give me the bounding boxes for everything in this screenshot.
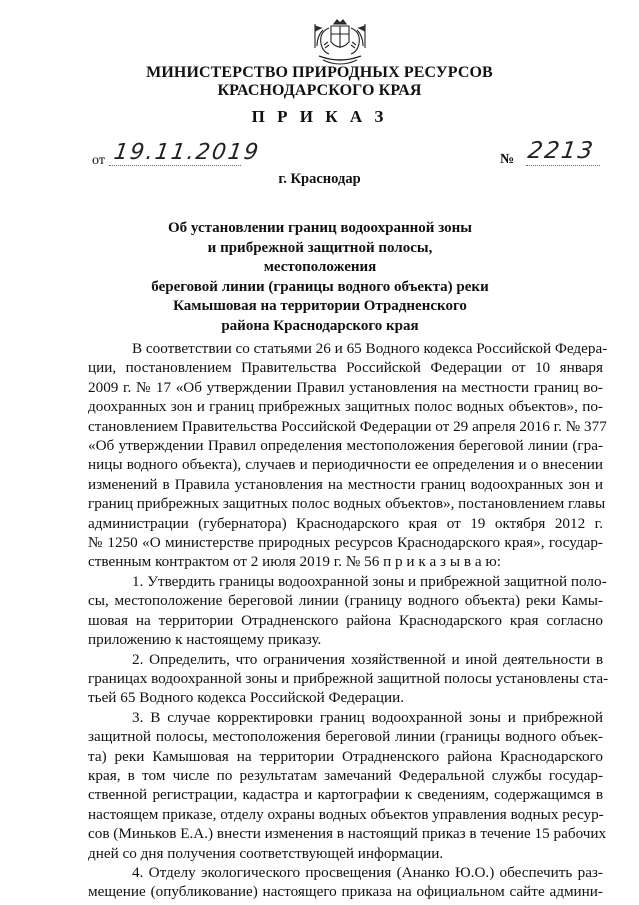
body-line: 3. В случае корректировки границ водоохранной зоны и прибрежной — [132, 708, 603, 726]
body-line: администрации (губернатора) Краснодарского края от 19 октября 2012 г. — [88, 514, 603, 532]
body-line: 2009 г. № 17 «Об утверждении Правил установления на местности границ во- — [88, 378, 603, 396]
body-line: изменений в Правила установления на местности границ водоохранных зон и — [88, 475, 603, 493]
body-line: сы, местоположение береговой линии (границу водного объекта) реки Камы- — [88, 592, 603, 610]
number-underline — [526, 165, 600, 166]
body-line: «Об утверждении Правил определения местоположения береговой линии (гра- — [88, 437, 603, 455]
ministry-line-1: МИНИСТЕРСТВО ПРИРОДНЫХ РЕСУРСОВ — [146, 64, 493, 81]
subject-line: береговой линии (границы водного объекта) реки — [151, 278, 489, 295]
body-line: границ прибрежных защитных полос водных объектов», постановлением главы — [88, 495, 606, 513]
body-line: 4. Отделу экологического просвещения (Ананко Ю.О.) обеспечить раз- — [132, 863, 603, 881]
body-line: настоящем приказе, отделу охраны водных объектов управления водных ресур- — [88, 805, 604, 823]
city-label: г. Краснодар — [278, 171, 361, 187]
body-line: становлением Правительства Российской Федерации от 29 апреля 2016 г. № 377 — [88, 417, 607, 435]
body-line: ницы водного объекта), случаев и периодичности ее определения и о внесении — [88, 456, 603, 474]
subject-line: Об установлении границ водоохранной зоны — [167, 220, 472, 236]
body-line: края, в том числе по результатам замечаний Федеральной службы государ- — [88, 766, 603, 784]
body-line: ственной регистрации, кадастра и картографии к сведениям, содержащимся в — [88, 786, 603, 804]
subject-line: Камышовая на территории Отрадненского — [173, 298, 467, 314]
subject-line: и прибрежной защитной полосы, местоположения — [207, 239, 433, 275]
body-line: шовая на территории Отрадненского района Краснодарского края согласно — [88, 611, 603, 629]
body-line: ции, постановлением Правительства Российской Федерации от 10 января — [88, 359, 603, 377]
handwritten-date: 19.11.2019 — [112, 140, 262, 165]
ministry-name — [0, 64, 639, 100]
order-body — [88, 339, 609, 902]
body-line: защитной полосы, местоположения береговой линии (границы водного объек- — [88, 728, 603, 746]
body-line: В соответствии со статьями 26 и 65 Водного кодекса Российской Федера- — [132, 340, 608, 357]
body-line: дней со дня получения соответствующей информации. — [88, 844, 444, 862]
body-line: 1. Утвердить границы водоохранной зоны и прибрежной защитной поло- — [132, 572, 607, 590]
body-line: № 1250 «О министерстве природных ресурсов Краснодарского края», государ- — [88, 534, 603, 552]
body-line: доохранных зон и границ прибрежных защитных полос водных объектов», по- — [88, 398, 603, 416]
subject-line: района Краснодарского края — [221, 317, 419, 334]
body-line: приложению к настоящему приказу. — [88, 631, 322, 649]
order-subject — [150, 219, 490, 336]
date-prefix-label: от — [92, 153, 105, 168]
body-line: границах водоохранной зоны и прибрежной защитной полосы установлены ста- — [88, 669, 609, 687]
body-line: тьей 65 Водного кодекса Российской Федерации. — [88, 689, 405, 707]
document-type-title: П Р И К А З — [251, 107, 388, 126]
body-line: та) реки Камышовая на территории Отрадненского района Краснодарского — [88, 747, 603, 765]
body-line: сов (Миньков Е.А.) внести изменения в настоящий приказ в течение 15 рабочих — [88, 825, 607, 843]
ministry-line-2: КРАСНОДАРСКОГО КРАЯ — [217, 82, 422, 99]
date-underline — [109, 165, 241, 166]
body-line: 2. Определить, что ограничения хозяйственной и иной деятельности в — [132, 650, 603, 668]
number-label: № — [500, 152, 515, 167]
handwritten-order-number: 2213 — [526, 138, 597, 164]
body-line: мещение (опубликование) настоящего приказа на официальном сайте админи- — [88, 883, 603, 901]
coat-of-arms-icon — [309, 18, 371, 70]
body-line: ственным контрактом от 2 июля 2019 г. № 56 п р и к а з ы в а ю: — [88, 553, 501, 571]
